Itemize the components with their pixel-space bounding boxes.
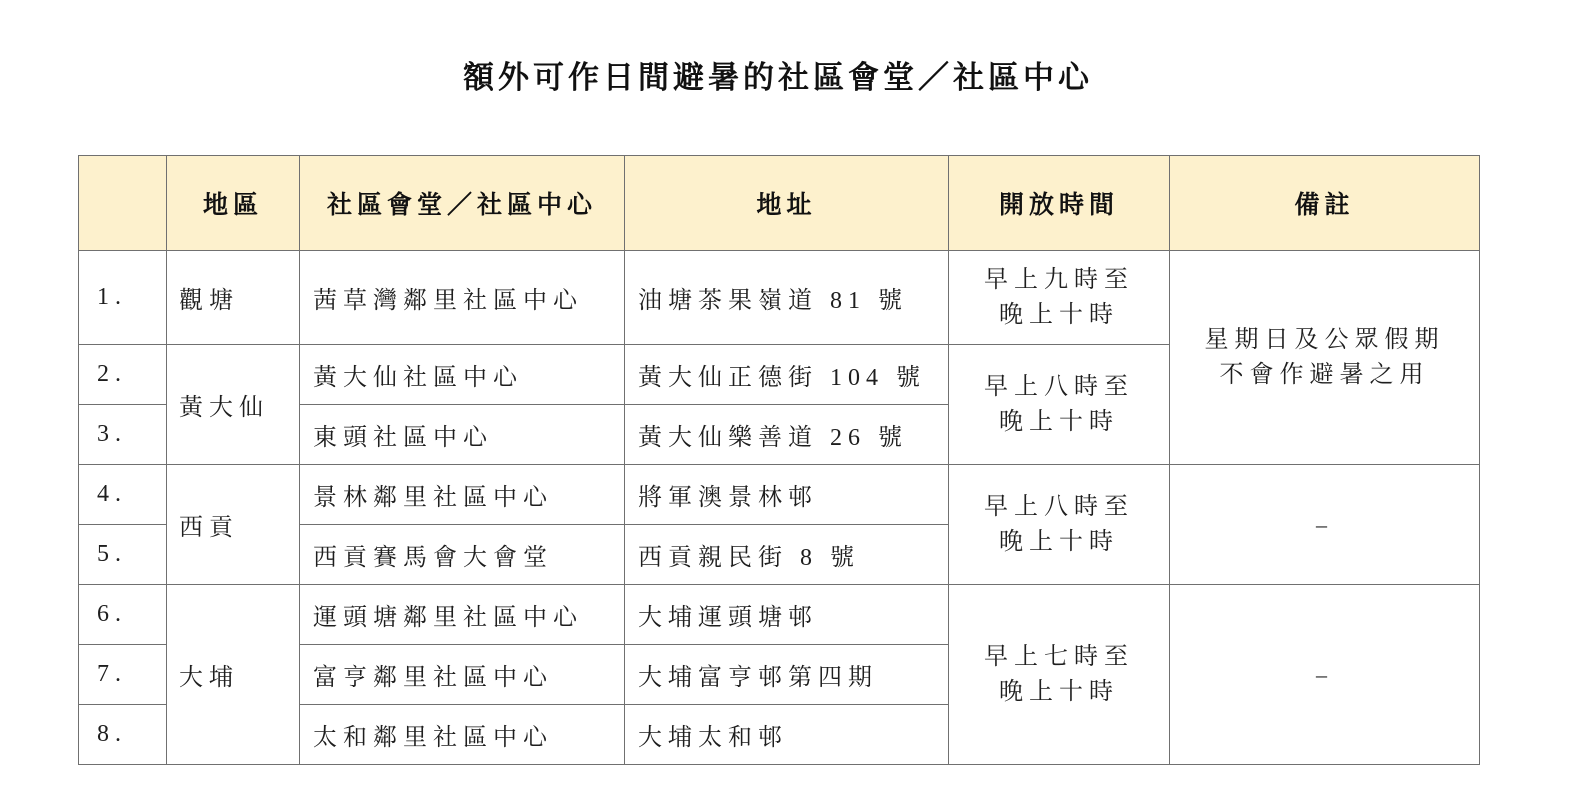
row-number: 1.	[79, 251, 167, 345]
centre-name: 運頭塘鄰里社區中心	[300, 585, 625, 645]
centre-address: 大埔太和邨	[625, 705, 949, 765]
centre-name: 景林鄰里社區中心	[300, 465, 625, 525]
centre-address: 將軍澳景林邨	[625, 465, 949, 525]
hours-end: 晚上十時	[999, 408, 1119, 435]
centre-name: 東頭社區中心	[300, 405, 625, 465]
centre-name: 富亨鄰里社區中心	[300, 645, 625, 705]
hours-start: 早上八時至	[984, 373, 1134, 400]
row-number: 6.	[79, 585, 167, 645]
district-cell: 黃大仙	[167, 345, 300, 465]
centre-address: 黃大仙樂善道 26 號	[625, 405, 949, 465]
table-row	[79, 585, 1480, 645]
header-district: 地區	[167, 156, 300, 251]
row-number: 7.	[79, 645, 167, 705]
row-number: 4.	[79, 465, 167, 525]
table-header-row	[79, 156, 1480, 251]
hours-end: 晚上十時	[999, 301, 1119, 328]
remarks-dash: –	[1316, 662, 1333, 687]
opening-hours	[949, 251, 1170, 345]
remarks-dash: –	[1316, 512, 1333, 537]
district-cell: 大埔	[167, 585, 300, 765]
centre-address: 大埔富亨邨第四期	[625, 645, 949, 705]
centre-address: 油塘茶果嶺道 81 號	[625, 251, 949, 345]
opening-hours	[949, 345, 1170, 465]
hours-start: 早上九時至	[984, 266, 1134, 293]
district-cell: 觀塘	[167, 251, 300, 345]
table-row	[79, 465, 1480, 525]
centre-name: 西貢賽馬會大會堂	[300, 525, 625, 585]
centre-name: 茜草灣鄰里社區中心	[300, 251, 625, 345]
remarks-cell	[1170, 251, 1480, 465]
opening-hours	[949, 465, 1170, 585]
hours-end: 晚上十時	[999, 528, 1119, 555]
centre-address: 大埔運頭塘邨	[625, 585, 949, 645]
table-row	[79, 251, 1480, 345]
opening-hours	[949, 585, 1170, 765]
hours-end: 晚上十時	[999, 678, 1119, 705]
page-title: 額外可作日間避暑的社區會堂／社區中心	[463, 60, 1093, 96]
remarks-line: 不會作避暑之用	[1219, 361, 1430, 388]
header-address: 地址	[625, 156, 949, 251]
centre-name: 太和鄰里社區中心	[300, 705, 625, 765]
district-cell: 西貢	[167, 465, 300, 585]
header-remarks: 備註	[1170, 156, 1480, 251]
header-hours: 開放時間	[949, 156, 1170, 251]
row-number: 5.	[79, 525, 167, 585]
header-centre: 社區會堂／社區中心	[300, 156, 625, 251]
centre-address: 黃大仙正德街 104 號	[625, 345, 949, 405]
row-number: 3.	[79, 405, 167, 465]
remarks-line: 星期日及公眾假期	[1204, 326, 1445, 353]
venues-table	[78, 155, 1480, 765]
hours-start: 早上八時至	[984, 493, 1134, 520]
hours-start: 早上七時至	[984, 643, 1134, 670]
row-number: 8.	[79, 705, 167, 765]
header-number	[79, 156, 167, 251]
remarks-cell	[1170, 585, 1480, 765]
row-number: 2.	[79, 345, 167, 405]
centre-address: 西貢親民街 8 號	[625, 525, 949, 585]
remarks-cell	[1170, 465, 1480, 585]
centre-name: 黃大仙社區中心	[300, 345, 625, 405]
